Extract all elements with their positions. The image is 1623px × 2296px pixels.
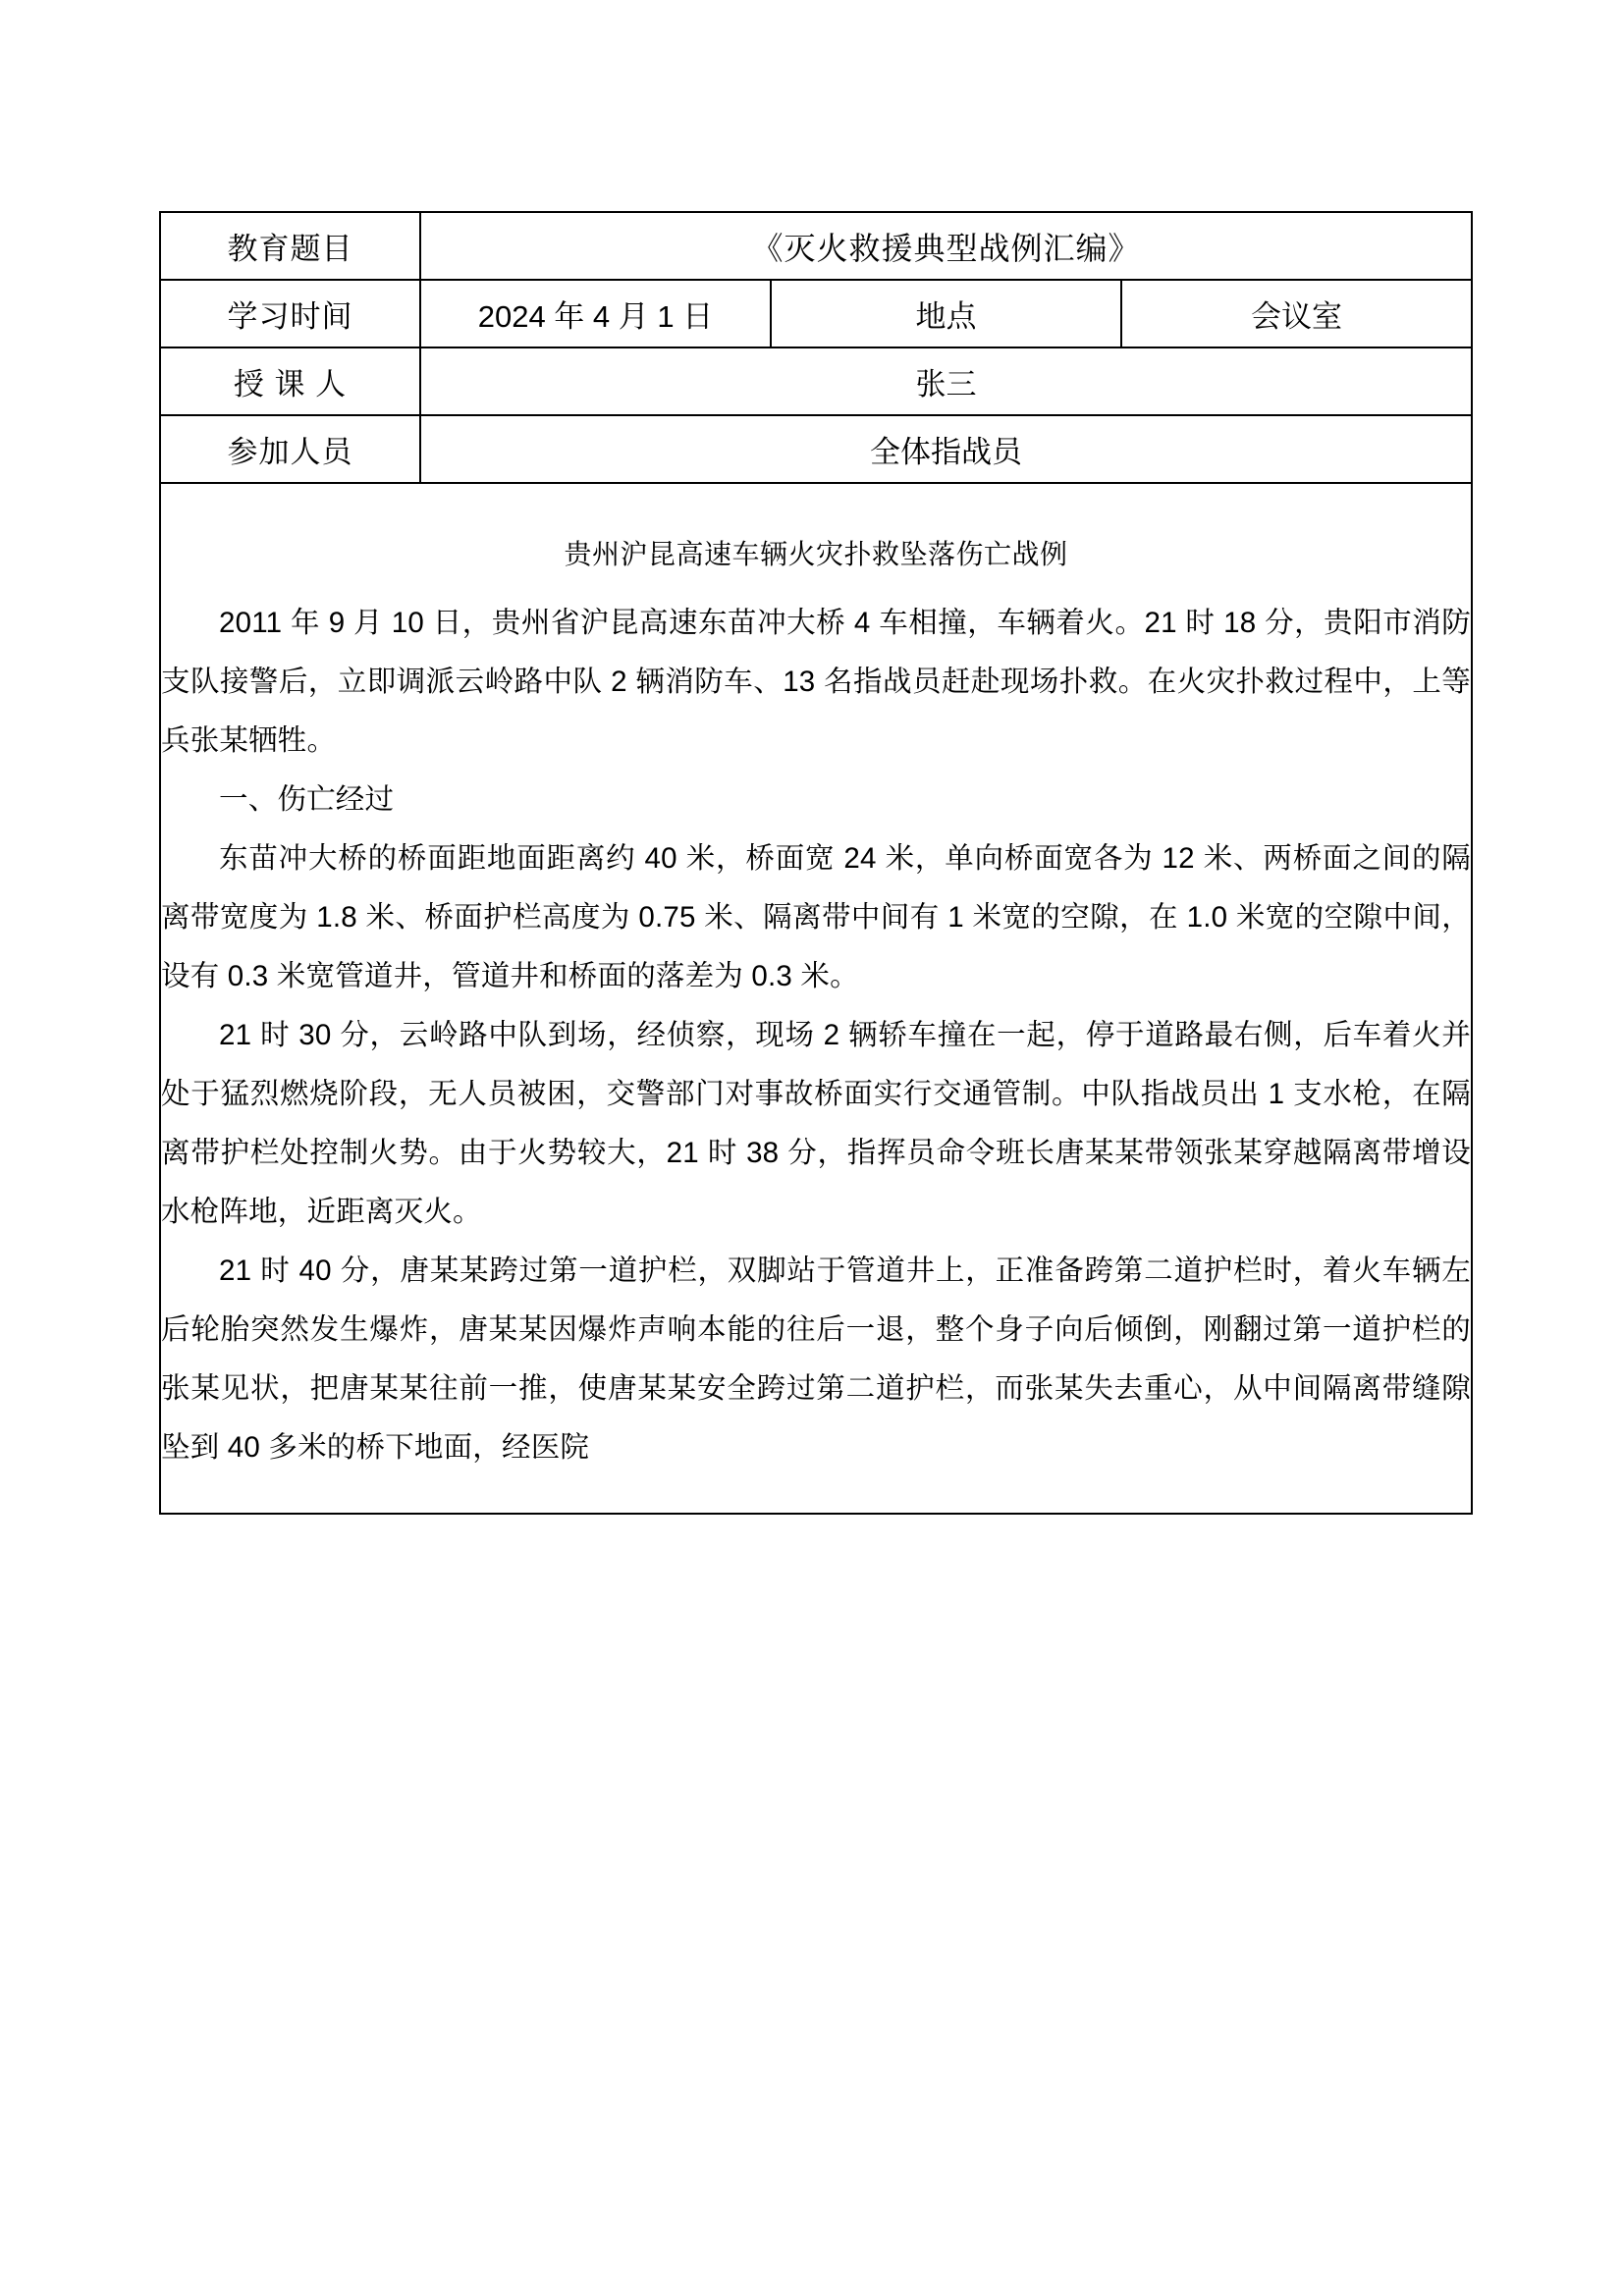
table-row-participants — [160, 415, 1472, 483]
body-paragraph: 2011 年 9 月 10 日，贵州省沪昆高速东苗冲大桥 4 车相撞，车辆着火。21 时 18 分，贵阳市消防支队接警后，立即调派云岭路中队 2 辆消防车、13 名指战员赶赴现场扑救。在火灾扑救过程中，上等兵张某牺牲。 — [161, 607, 1471, 758]
row-value-participants: 全体指战员 — [420, 415, 1472, 483]
row-value-topic: 《灭火救援典型战例汇编》 — [420, 212, 1472, 280]
body-paragraph-list — [161, 594, 1471, 1477]
table-row-instructor — [160, 347, 1472, 415]
row-value-time: 2024 年 4 月 1 日 — [420, 280, 771, 347]
document-body-cell — [160, 483, 1472, 1514]
education-record-table — [159, 211, 1473, 1515]
row-label-time: 学习时间 — [160, 280, 420, 347]
row-label-instructor: 授 课 人 — [160, 347, 420, 415]
row-label-participants: 参加人员 — [160, 415, 420, 483]
table-row-topic — [160, 212, 1472, 280]
row-label-place: 地点 — [771, 280, 1121, 347]
row-value-instructor: 张三 — [420, 347, 1472, 415]
row-label-topic: 教育题目 — [160, 212, 420, 280]
body-paragraph: 21 时 40 分，唐某某跨过第一道护栏，双脚站于管道井上，正准备跨第二道护栏时，着火车辆左后轮胎突然发生爆炸，唐某某因爆炸声响本能的往后一退，整个身子向后倾倒，刚翻过第一道护栏的张某见状，把唐某某往前一推，使唐某某安全跨过第二道护栏，而张某失去重心，从中间隔离带缝隙坠到 40 多米的桥下地面，经医院 — [161, 1255, 1471, 1465]
body-paragraph: 21 时 30 分，云岭路中队到场，经侦察，现场 2 辆轿车撞在一起，停于道路最右侧，后车着火并处于猛烈燃烧阶段，无人员被困，交警部门对事故桥面实行交通管制。中队指战员出 1 支水枪，在隔离带护栏处控制火势。由于火势较大，21 时 38 分，指挥员命令班长唐某某带领张某穿越隔离带增设水枪阵地，近距离灭火。 — [161, 1019, 1471, 1229]
body-paragraph: 东苗冲大桥的桥面距地面距离约 40 米，桥面宽 24 米，单向桥面宽各为 12 米、两桥面之间的隔离带宽度为 1.8 米、桥面护栏高度为 0.75 米、隔离带中间有 1 米宽的空隙，在 1.0 米宽的空隙中间，设有 0.3 米宽管道井，管道井和桥面的落差为 0.3 米。 — [161, 842, 1471, 993]
section-heading: 一、伤亡经过 — [219, 783, 395, 817]
row-value-place: 会议室 — [1121, 280, 1472, 347]
case-title: 贵州沪昆高速车辆火灾扑救坠落伤亡战例 — [564, 538, 1068, 569]
table-row-body — [160, 483, 1472, 1514]
table-row-time — [160, 280, 1472, 347]
